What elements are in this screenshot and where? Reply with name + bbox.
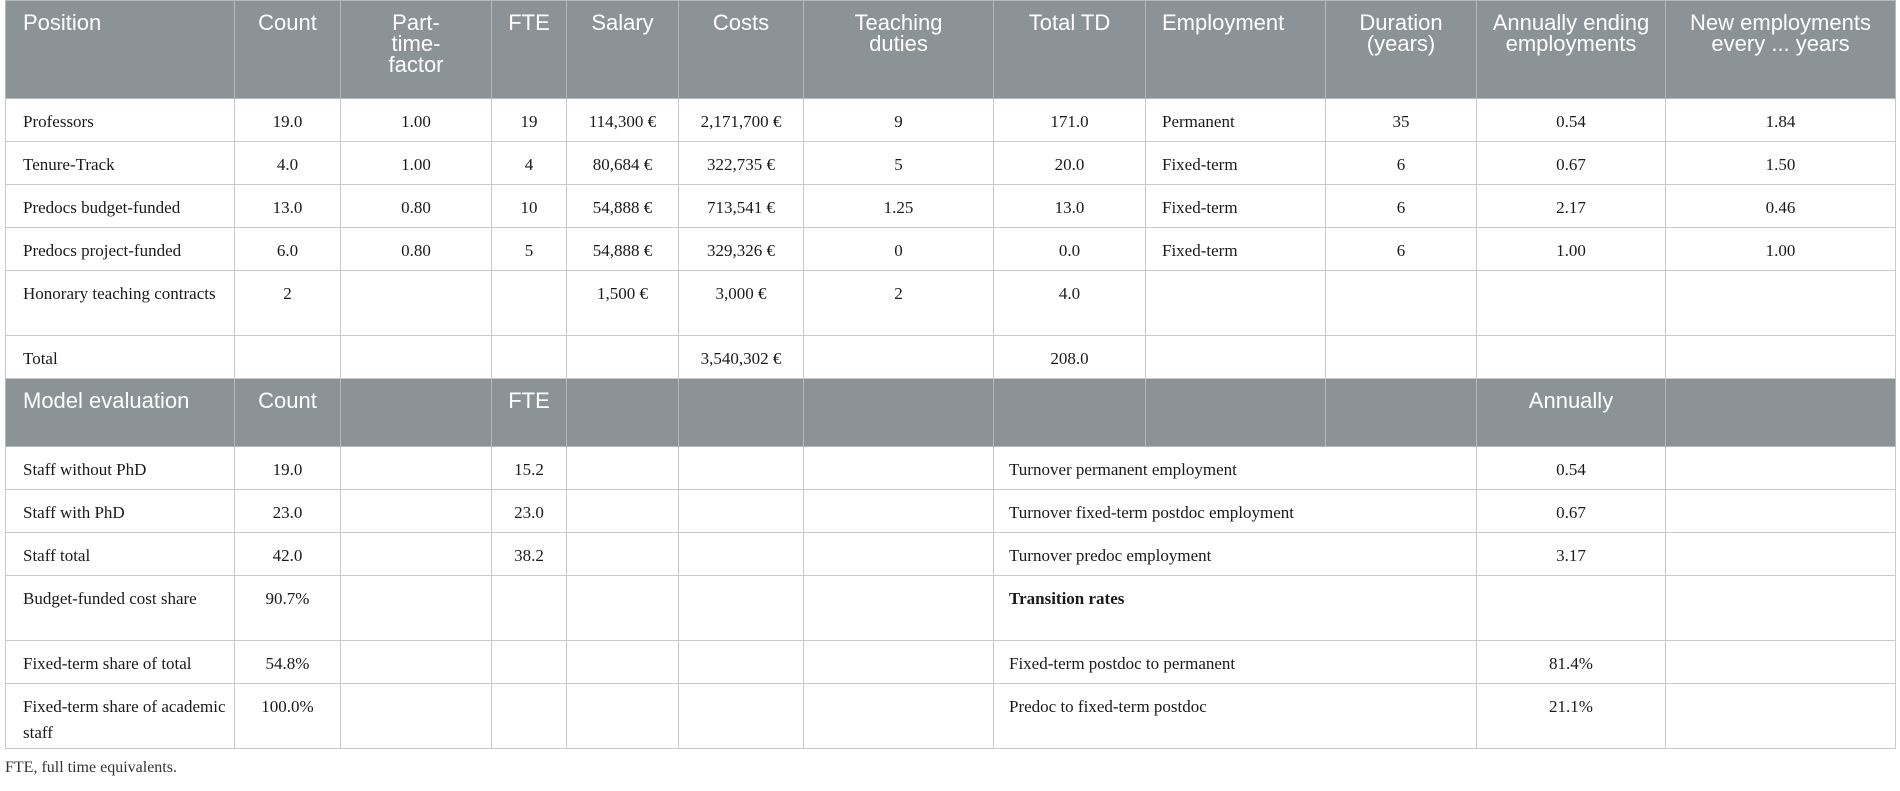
cell-count: 6.0: [235, 228, 341, 271]
cell-count: 4.0: [235, 142, 341, 185]
cell-position: Tenure-Track: [6, 142, 235, 185]
cell-ending: 2.17: [1477, 185, 1666, 228]
empty-cell: [1666, 447, 1896, 490]
cell-employment: Permanent: [1146, 99, 1326, 142]
empty-cell: [679, 576, 804, 641]
eval-fte: [492, 684, 567, 749]
cell-costs: 322,735 €: [679, 142, 804, 185]
cell-costs: 329,326 €: [679, 228, 804, 271]
empty-cell: [804, 684, 994, 749]
cell-ptf: [341, 271, 492, 336]
eval-right-value: 0.54: [1477, 447, 1666, 490]
empty-cell: [1666, 641, 1896, 684]
cell-costs: 3,000 €: [679, 271, 804, 336]
empty-cell: [567, 447, 679, 490]
eval-label: Fixed-term share of total: [6, 641, 235, 684]
empty-cell: [804, 447, 994, 490]
header-salary: Salary: [567, 1, 679, 99]
table-row: [6, 142, 1896, 185]
table-row-total: [6, 336, 1896, 379]
cell-total-td: 20.0: [994, 142, 1146, 185]
cell-total-td: 13.0: [994, 185, 1146, 228]
cell-teaching-duties: 5: [804, 142, 994, 185]
cell-fte: 4: [492, 142, 567, 185]
empty-cell: [804, 641, 994, 684]
header-total-td: Total TD: [994, 1, 1146, 99]
empty-cell: [341, 576, 492, 641]
cell-teaching-duties: [804, 336, 994, 379]
cell-salary: 80,684 €: [567, 142, 679, 185]
eval-right-label: Fixed-term postdoc to permanent: [994, 641, 1477, 684]
cell-ptf: 0.80: [341, 185, 492, 228]
header-teaching-duties: Teaching duties: [804, 1, 994, 99]
header-count: Count: [235, 1, 341, 99]
empty-cell: [679, 447, 804, 490]
empty-cell: [341, 684, 492, 749]
empty-cell: [341, 641, 492, 684]
eval-fte: 15.2: [492, 447, 567, 490]
eval-row: [6, 684, 1896, 749]
cell-position: Predocs project-funded: [6, 228, 235, 271]
eval-right-label: Turnover fixed-term postdoc employment: [994, 490, 1477, 533]
eval-row: [6, 641, 1896, 684]
header-empty: [1146, 379, 1326, 447]
cell-new: 1.50: [1666, 142, 1896, 185]
empty-cell: [1666, 533, 1896, 576]
cell-fte: 5: [492, 228, 567, 271]
table-row: [6, 185, 1896, 228]
cell-new: [1666, 271, 1896, 336]
cell-salary: [567, 336, 679, 379]
header-empty: [994, 379, 1146, 447]
eval-row: [6, 533, 1896, 576]
cell-duration: 35: [1326, 99, 1477, 142]
empty-cell: [679, 684, 804, 749]
cell-fte: [492, 336, 567, 379]
eval-count: 42.0: [235, 533, 341, 576]
cell-count: 2: [235, 271, 341, 336]
cell-employment: Fixed-term: [1146, 185, 1326, 228]
eval-right-label: Turnover permanent employment: [994, 447, 1477, 490]
header-duration: Duration (years): [1326, 1, 1477, 99]
header-eval-count: Count: [235, 379, 341, 447]
header-costs: Costs: [679, 1, 804, 99]
empty-cell: [1666, 490, 1896, 533]
cell-employment: [1146, 336, 1326, 379]
empty-cell: [567, 641, 679, 684]
eval-right-value: [1477, 576, 1666, 641]
cell-teaching-duties: 1.25: [804, 185, 994, 228]
cell-ptf: 1.00: [341, 99, 492, 142]
cell-total-td: 171.0: [994, 99, 1146, 142]
empty-cell: [1666, 576, 1896, 641]
header-employment: Employment: [1146, 1, 1326, 99]
cell-duration: 6: [1326, 185, 1477, 228]
eval-right-label: Predoc to fixed-term postdoc: [994, 684, 1477, 749]
cell-new: 0.46: [1666, 185, 1896, 228]
cell-new: [1666, 336, 1896, 379]
cell-total-td: 208.0: [994, 336, 1146, 379]
table-row: [6, 271, 1896, 336]
header-annually-ending: Annually ending employments: [1477, 1, 1666, 99]
eval-count: 19.0: [235, 447, 341, 490]
eval-row: [6, 447, 1896, 490]
table-footnote: FTE, full time equivalents.: [5, 759, 177, 776]
eval-label: Staff total: [6, 533, 235, 576]
eval-count: 54.8%: [235, 641, 341, 684]
eval-label: Staff without PhD: [6, 447, 235, 490]
header-empty: [1326, 379, 1477, 447]
empty-cell: [341, 490, 492, 533]
header-annually: Annually: [1477, 379, 1666, 447]
cell-position: Predocs budget-funded: [6, 185, 235, 228]
eval-label: Staff with PhD: [6, 490, 235, 533]
cell-costs: 2,171,700 €: [679, 99, 804, 142]
empty-cell: [1666, 684, 1896, 749]
cell-salary: 114,300 €: [567, 99, 679, 142]
cell-ptf: 0.80: [341, 228, 492, 271]
cell-duration: [1326, 271, 1477, 336]
cell-count: 13.0: [235, 185, 341, 228]
eval-row: [6, 576, 1896, 641]
cell-ending: [1477, 336, 1666, 379]
empty-cell: [679, 641, 804, 684]
empty-cell: [804, 533, 994, 576]
header-model-evaluation: Model evaluation: [6, 379, 235, 447]
cell-fte: 19: [492, 99, 567, 142]
cell-teaching-duties: 2: [804, 271, 994, 336]
eval-right-label: Turnover predoc employment: [994, 533, 1477, 576]
eval-label: Budget-funded cost share: [6, 576, 235, 641]
header-fte: FTE: [492, 1, 567, 99]
header-part-time-factor: Part-time-factor: [341, 1, 492, 99]
empty-cell: [341, 533, 492, 576]
cell-salary: 54,888 €: [567, 185, 679, 228]
cell-employment: Fixed-term: [1146, 142, 1326, 185]
header-row-model-evaluation: [6, 379, 1896, 447]
cell-teaching-duties: 9: [804, 99, 994, 142]
cell-teaching-duties: 0: [804, 228, 994, 271]
cell-position: Total: [6, 336, 235, 379]
cell-fte: 10: [492, 185, 567, 228]
eval-fte: 38.2: [492, 533, 567, 576]
cell-ending: 0.54: [1477, 99, 1666, 142]
empty-cell: [804, 490, 994, 533]
eval-right-value: 3.17: [1477, 533, 1666, 576]
eval-count: 23.0: [235, 490, 341, 533]
header-empty: [804, 379, 994, 447]
cell-salary: 54,888 €: [567, 228, 679, 271]
cell-position: Honorary teaching contracts: [6, 271, 235, 336]
header-empty: [1666, 379, 1896, 447]
header-eval-fte: FTE: [492, 379, 567, 447]
eval-right-value: 81.4%: [1477, 641, 1666, 684]
cell-duration: [1326, 336, 1477, 379]
cell-total-td: 0.0: [994, 228, 1146, 271]
empty-cell: [804, 576, 994, 641]
empty-cell: [567, 533, 679, 576]
cell-fte: [492, 271, 567, 336]
empty-cell: [679, 533, 804, 576]
cell-new: 1.84: [1666, 99, 1896, 142]
eval-right-value: 0.67: [1477, 490, 1666, 533]
header-new-employments: New employments every ... years: [1666, 1, 1896, 99]
cell-count: [235, 336, 341, 379]
eval-fte: 23.0: [492, 490, 567, 533]
empty-cell: [567, 576, 679, 641]
empty-cell: [567, 490, 679, 533]
cell-costs: 713,541 €: [679, 185, 804, 228]
cell-ending: 0.67: [1477, 142, 1666, 185]
cell-duration: 6: [1326, 228, 1477, 271]
eval-fte: [492, 641, 567, 684]
empty-cell: [679, 490, 804, 533]
cell-employment: [1146, 271, 1326, 336]
eval-right-value: 21.1%: [1477, 684, 1666, 749]
header-empty: [679, 379, 804, 447]
staff-model-table: [5, 0, 1896, 749]
eval-label: Fixed-term share of academic staff: [6, 684, 235, 749]
eval-right-label-transition-rates: Transition rates: [994, 576, 1477, 641]
table-row: [6, 228, 1896, 271]
cell-salary: 1,500 €: [567, 271, 679, 336]
cell-ptf: 1.00: [341, 142, 492, 185]
cell-ending: [1477, 271, 1666, 336]
empty-cell: [341, 447, 492, 490]
cell-count: 19.0: [235, 99, 341, 142]
cell-employment: Fixed-term: [1146, 228, 1326, 271]
header-empty: [567, 379, 679, 447]
header-row: [6, 1, 1896, 99]
header-empty: [341, 379, 492, 447]
eval-count: 90.7%: [235, 576, 341, 641]
cell-new: 1.00: [1666, 228, 1896, 271]
eval-row: [6, 490, 1896, 533]
empty-cell: [567, 684, 679, 749]
cell-duration: 6: [1326, 142, 1477, 185]
cell-ending: 1.00: [1477, 228, 1666, 271]
header-position: Position: [6, 1, 235, 99]
table-row: [6, 99, 1896, 142]
cell-position: Professors: [6, 99, 235, 142]
cell-total-td: 4.0: [994, 271, 1146, 336]
data-table-container: [5, 0, 1895, 749]
cell-costs: 3,540,302 €: [679, 336, 804, 379]
eval-count: 100.0%: [235, 684, 341, 749]
eval-fte: [492, 576, 567, 641]
cell-ptf: [341, 336, 492, 379]
